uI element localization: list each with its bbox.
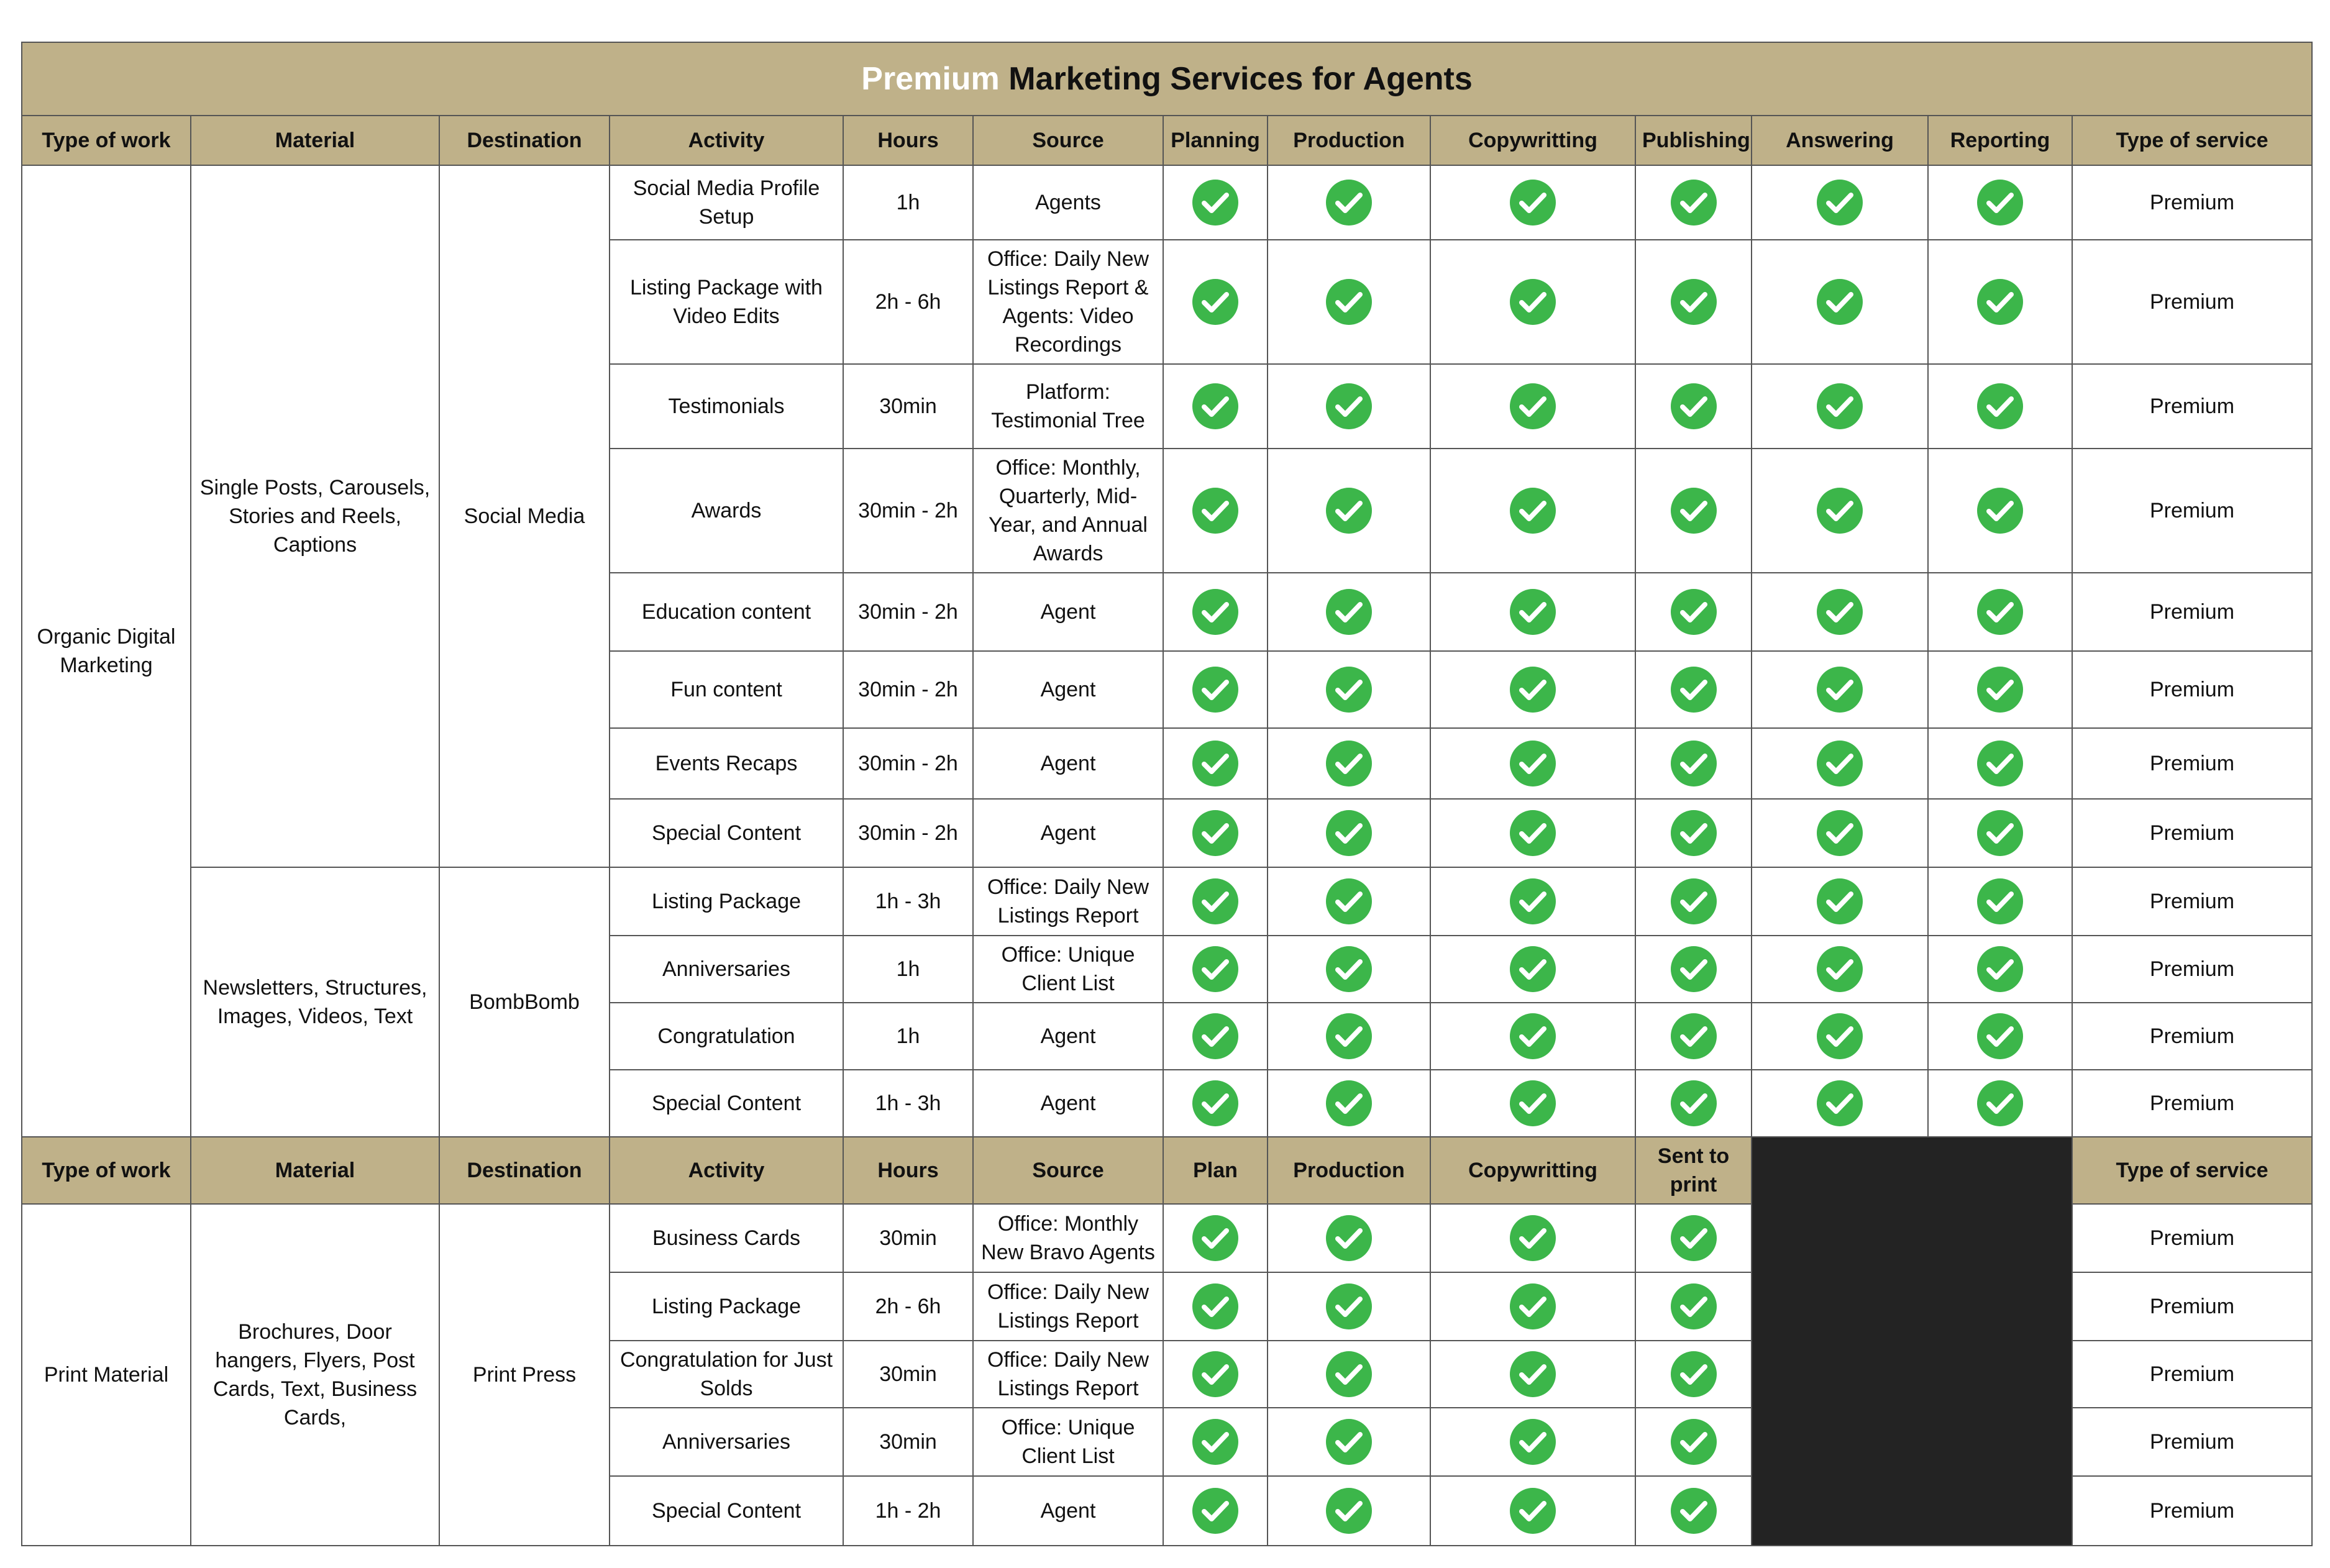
- check-icon: [1509, 1487, 1556, 1534]
- check-icon: [1509, 179, 1556, 226]
- check-icon: [1509, 946, 1556, 993]
- check-cell: [1268, 449, 1430, 573]
- check-icon: [1192, 1215, 1239, 1262]
- check-cell: [1268, 1408, 1430, 1476]
- check-icon: [1976, 809, 2024, 857]
- title-rest: Marketing Services for Agents: [999, 61, 1473, 97]
- check-icon: [1509, 809, 1556, 857]
- check-icon: [1670, 179, 1717, 226]
- hours-cell: 1h - 3h: [843, 1070, 973, 1137]
- activity-cell: Events Recaps: [610, 728, 843, 799]
- column-header: Reporting: [1928, 116, 2072, 165]
- source-cell: Agent: [973, 728, 1163, 799]
- check-cell: [1163, 799, 1268, 867]
- check-icon: [1670, 1351, 1717, 1398]
- hours-cell: 30min: [843, 1341, 973, 1408]
- activity-cell: Special Content: [610, 799, 843, 867]
- check-icon: [1670, 740, 1717, 787]
- page-title: [22, 42, 2312, 116]
- check-icon: [1670, 946, 1717, 993]
- column-header: Answering: [1752, 116, 1928, 165]
- check-cell: [1163, 573, 1268, 651]
- check-icon: [1670, 383, 1717, 430]
- check-cell: [1928, 799, 2072, 867]
- check-icon: [1670, 1013, 1717, 1060]
- check-cell: [1163, 1204, 1268, 1272]
- service-type-cell: Premium: [2072, 165, 2312, 240]
- check-icon: [1976, 383, 2024, 430]
- check-cell: [1635, 1341, 1752, 1408]
- check-cell: [1635, 1003, 1752, 1070]
- check-cell: [1163, 1476, 1268, 1546]
- column-header: Activity: [610, 1137, 843, 1204]
- check-cell: [1163, 867, 1268, 936]
- check-icon: [1670, 1487, 1717, 1534]
- check-icon: [1325, 278, 1373, 326]
- check-icon: [1325, 740, 1373, 787]
- check-cell: [1752, 240, 1928, 364]
- check-cell: [1268, 1204, 1430, 1272]
- destination-cell: BombBomb: [439, 867, 610, 1137]
- check-icon: [1325, 1487, 1373, 1534]
- service-type-cell: Premium: [2072, 364, 2312, 449]
- check-icon: [1509, 666, 1556, 713]
- check-cell: [1163, 1272, 1268, 1341]
- check-icon: [1670, 1418, 1717, 1465]
- activity-cell: Awards: [610, 449, 843, 573]
- check-cell: [1268, 1341, 1430, 1408]
- check-cell: [1928, 240, 2072, 364]
- activity-cell: Congratulation for Just Solds: [610, 1341, 843, 1408]
- check-icon: [1192, 878, 1239, 925]
- check-cell: [1928, 651, 2072, 728]
- check-icon: [1509, 278, 1556, 326]
- check-icon: [1976, 588, 2024, 636]
- activity-cell: Fun content: [610, 651, 843, 728]
- check-icon: [1816, 878, 1863, 925]
- check-cell: [1430, 1272, 1635, 1341]
- check-cell: [1268, 573, 1430, 651]
- column-header: Copywritting: [1430, 116, 1635, 165]
- hours-cell: 30min - 2h: [843, 573, 973, 651]
- activity-cell: Education content: [610, 573, 843, 651]
- column-header: Material: [191, 1137, 439, 1204]
- check-icon: [1670, 1080, 1717, 1127]
- service-type-cell: Premium: [2072, 867, 2312, 936]
- check-cell: [1752, 867, 1928, 936]
- service-type-cell: Premium: [2072, 1204, 2312, 1272]
- check-icon: [1816, 179, 1863, 226]
- check-icon: [1192, 740, 1239, 787]
- table-row: [22, 165, 2312, 240]
- material-cell: Newsletters, Structures, Images, Videos, Text: [191, 867, 439, 1137]
- check-icon: [1816, 1013, 1863, 1060]
- check-icon: [1670, 1283, 1717, 1330]
- source-cell: Office: Monthly, Quarterly, Mid-Year, and Annual Awards: [973, 449, 1163, 573]
- service-type-cell: Premium: [2072, 240, 2312, 364]
- check-cell: [1163, 1003, 1268, 1070]
- check-cell: [1430, 573, 1635, 651]
- check-cell: [1268, 165, 1430, 240]
- service-type-cell: Premium: [2072, 1408, 2312, 1476]
- service-type-cell: Premium: [2072, 1341, 2312, 1408]
- check-icon: [1192, 383, 1239, 430]
- check-icon: [1670, 878, 1717, 925]
- destination-cell: Social Media: [439, 165, 610, 867]
- hours-cell: 1h - 3h: [843, 867, 973, 936]
- column-header: Destination: [439, 116, 610, 165]
- service-type-cell: Premium: [2072, 936, 2312, 1003]
- column-header: Publishing: [1635, 116, 1752, 165]
- column-header: Copywritting: [1430, 1137, 1635, 1204]
- source-cell: Agents: [973, 165, 1163, 240]
- check-icon: [1509, 1283, 1556, 1330]
- check-cell: [1268, 728, 1430, 799]
- check-cell: [1635, 1272, 1752, 1341]
- check-cell: [1430, 364, 1635, 449]
- check-cell: [1163, 1070, 1268, 1137]
- check-cell: [1430, 1070, 1635, 1137]
- check-cell: [1752, 165, 1928, 240]
- column-header: Type of work: [22, 1137, 191, 1204]
- activity-cell: Special Content: [610, 1476, 843, 1546]
- service-type-cell: Premium: [2072, 573, 2312, 651]
- dark-block: [1752, 1137, 2072, 1546]
- check-icon: [1509, 1418, 1556, 1465]
- check-cell: [1928, 1070, 2072, 1137]
- check-cell: [1752, 1003, 1928, 1070]
- check-icon: [1509, 1013, 1556, 1060]
- check-cell: [1752, 1070, 1928, 1137]
- check-icon: [1325, 1351, 1373, 1398]
- check-cell: [1430, 1204, 1635, 1272]
- column-header: Type of work: [22, 116, 191, 165]
- check-icon: [1192, 666, 1239, 713]
- check-icon: [1670, 1215, 1717, 1262]
- check-icon: [1816, 740, 1863, 787]
- source-cell: Office: Unique Client List: [973, 1408, 1163, 1476]
- column-header: Material: [191, 116, 439, 165]
- check-cell: [1928, 573, 2072, 651]
- activity-cell: Anniversaries: [610, 1408, 843, 1476]
- check-cell: [1430, 936, 1635, 1003]
- service-type-cell: Premium: [2072, 449, 2312, 573]
- service-type-cell: Premium: [2072, 1070, 2312, 1137]
- check-cell: [1268, 1272, 1430, 1341]
- service-type-cell: Premium: [2072, 799, 2312, 867]
- column-header: Destination: [439, 1137, 610, 1204]
- check-icon: [1192, 278, 1239, 326]
- check-cell: [1268, 240, 1430, 364]
- title-accent: Premium: [861, 61, 1000, 97]
- check-cell: [1430, 799, 1635, 867]
- check-cell: [1928, 867, 2072, 936]
- check-icon: [1325, 878, 1373, 925]
- hours-cell: 2h - 6h: [843, 1272, 973, 1341]
- check-cell: [1430, 1408, 1635, 1476]
- hours-cell: 1h - 2h: [843, 1476, 973, 1546]
- check-cell: [1635, 1476, 1752, 1546]
- check-cell: [1163, 1341, 1268, 1408]
- check-cell: [1163, 165, 1268, 240]
- check-cell: [1268, 1476, 1430, 1546]
- activity-cell: Business Cards: [610, 1204, 843, 1272]
- check-icon: [1509, 1351, 1556, 1398]
- check-cell: [1268, 799, 1430, 867]
- check-cell: [1430, 1476, 1635, 1546]
- check-cell: [1163, 728, 1268, 799]
- activity-cell: Special Content: [610, 1070, 843, 1137]
- header-row-digital: [22, 116, 2312, 165]
- check-icon: [1325, 179, 1373, 226]
- column-header: Plan: [1163, 1137, 1268, 1204]
- check-cell: [1928, 936, 2072, 1003]
- check-icon: [1816, 809, 1863, 857]
- check-cell: [1430, 651, 1635, 728]
- source-cell: Office: Daily New Listings Report: [973, 1341, 1163, 1408]
- activity-cell: Social Media Profile Setup: [610, 165, 843, 240]
- hours-cell: 2h - 6h: [843, 240, 973, 364]
- column-header: Production: [1268, 1137, 1430, 1204]
- activity-cell: Congratulation: [610, 1003, 843, 1070]
- check-icon: [1509, 383, 1556, 430]
- title-row: [22, 42, 2312, 116]
- check-icon: [1976, 666, 2024, 713]
- column-header: Production: [1268, 116, 1430, 165]
- check-cell: [1430, 728, 1635, 799]
- check-cell: [1752, 799, 1928, 867]
- check-cell: [1163, 364, 1268, 449]
- check-cell: [1635, 165, 1752, 240]
- column-header: Type of service: [2072, 1137, 2312, 1204]
- check-icon: [1816, 666, 1863, 713]
- check-cell: [1635, 1408, 1752, 1476]
- check-icon: [1670, 278, 1717, 326]
- table-row: [22, 867, 2312, 936]
- service-type-cell: Premium: [2072, 1003, 2312, 1070]
- check-icon: [1325, 1080, 1373, 1127]
- check-icon: [1670, 809, 1717, 857]
- check-cell: [1635, 1070, 1752, 1137]
- check-icon: [1325, 809, 1373, 857]
- check-icon: [1192, 1418, 1239, 1465]
- source-cell: Office: Daily New Listings Report: [973, 1272, 1163, 1341]
- check-icon: [1670, 588, 1717, 636]
- check-icon: [1192, 1351, 1239, 1398]
- column-header: Source: [973, 116, 1163, 165]
- activity-cell: Listing Package with Video Edits: [610, 240, 843, 364]
- check-cell: [1268, 364, 1430, 449]
- check-icon: [1509, 1215, 1556, 1262]
- check-icon: [1816, 487, 1863, 534]
- check-icon: [1816, 588, 1863, 636]
- hours-cell: 30min - 2h: [843, 449, 973, 573]
- source-cell: Agent: [973, 1003, 1163, 1070]
- check-icon: [1192, 179, 1239, 226]
- hours-cell: 30min: [843, 364, 973, 449]
- check-cell: [1928, 728, 2072, 799]
- check-icon: [1192, 588, 1239, 636]
- check-cell: [1752, 573, 1928, 651]
- check-icon: [1192, 1283, 1239, 1330]
- source-cell: Office: Monthly New Bravo Agents: [973, 1204, 1163, 1272]
- destination-cell: Print Press: [439, 1204, 610, 1546]
- check-cell: [1928, 364, 2072, 449]
- check-icon: [1976, 740, 2024, 787]
- source-cell: Office: Unique Client List: [973, 936, 1163, 1003]
- check-cell: [1430, 867, 1635, 936]
- check-cell: [1635, 573, 1752, 651]
- check-cell: [1268, 1003, 1430, 1070]
- check-icon: [1976, 179, 2024, 226]
- check-cell: [1635, 364, 1752, 449]
- check-icon: [1325, 1215, 1373, 1262]
- check-cell: [1163, 651, 1268, 728]
- source-cell: Office: Daily New Listings Report: [973, 867, 1163, 936]
- table-body: [22, 42, 2312, 1546]
- check-icon: [1976, 946, 2024, 993]
- check-icon: [1325, 1013, 1373, 1060]
- activity-cell: Anniversaries: [610, 936, 843, 1003]
- activity-cell: Listing Package: [610, 867, 843, 936]
- hours-cell: 1h: [843, 936, 973, 1003]
- source-cell: Agent: [973, 651, 1163, 728]
- check-cell: [1635, 936, 1752, 1003]
- check-cell: [1430, 1341, 1635, 1408]
- check-icon: [1816, 278, 1863, 326]
- check-cell: [1752, 651, 1928, 728]
- check-icon: [1325, 383, 1373, 430]
- check-cell: [1430, 165, 1635, 240]
- check-icon: [1325, 1283, 1373, 1330]
- check-icon: [1509, 588, 1556, 636]
- check-cell: [1635, 799, 1752, 867]
- check-icon: [1509, 878, 1556, 925]
- column-header: Activity: [610, 116, 843, 165]
- check-icon: [1192, 487, 1239, 534]
- check-icon: [1670, 666, 1717, 713]
- check-cell: [1430, 1003, 1635, 1070]
- check-cell: [1635, 240, 1752, 364]
- column-header: Type of service: [2072, 116, 2312, 165]
- hours-cell: 30min: [843, 1204, 973, 1272]
- source-cell: Office: Daily New Listings Report & Agents: Video Recordings: [973, 240, 1163, 364]
- service-type-cell: Premium: [2072, 728, 2312, 799]
- check-icon: [1976, 1013, 2024, 1060]
- check-icon: [1976, 487, 2024, 534]
- source-cell: Agent: [973, 1476, 1163, 1546]
- check-cell: [1635, 728, 1752, 799]
- check-icon: [1816, 946, 1863, 993]
- hours-cell: 30min - 2h: [843, 799, 973, 867]
- column-header: Hours: [843, 116, 973, 165]
- check-cell: [1268, 867, 1430, 936]
- hours-cell: 30min: [843, 1408, 973, 1476]
- check-cell: [1928, 165, 2072, 240]
- column-header: Hours: [843, 1137, 973, 1204]
- hours-cell: 1h: [843, 165, 973, 240]
- source-cell: Platform: Testimonial Tree: [973, 364, 1163, 449]
- check-icon: [1325, 487, 1373, 534]
- check-cell: [1752, 364, 1928, 449]
- hours-cell: 30min - 2h: [843, 651, 973, 728]
- material-cell: Single Posts, Carousels, Stories and Reels, Captions: [191, 165, 439, 867]
- service-type-cell: Premium: [2072, 651, 2312, 728]
- service-type-cell: Premium: [2072, 1476, 2312, 1546]
- activity-cell: Listing Package: [610, 1272, 843, 1341]
- check-cell: [1928, 1003, 2072, 1070]
- type-of-work-cell: Print Material: [22, 1204, 191, 1546]
- check-cell: [1430, 240, 1635, 364]
- check-cell: [1430, 449, 1635, 573]
- source-cell: Agent: [973, 573, 1163, 651]
- check-cell: [1635, 651, 1752, 728]
- check-icon: [1816, 1080, 1863, 1127]
- header-row-print: [22, 1137, 2312, 1204]
- services-table: [21, 42, 2313, 1546]
- check-icon: [1509, 740, 1556, 787]
- check-icon: [1976, 1080, 2024, 1127]
- check-icon: [1192, 1080, 1239, 1127]
- check-cell: [1163, 240, 1268, 364]
- check-cell: [1752, 449, 1928, 573]
- hours-cell: 1h: [843, 1003, 973, 1070]
- check-cell: [1752, 936, 1928, 1003]
- check-icon: [1816, 383, 1863, 430]
- service-type-cell: Premium: [2072, 1272, 2312, 1341]
- check-cell: [1268, 936, 1430, 1003]
- column-header: Planning: [1163, 116, 1268, 165]
- check-cell: [1752, 728, 1928, 799]
- check-cell: [1928, 449, 2072, 573]
- source-cell: Agent: [973, 799, 1163, 867]
- material-cell: Brochures, Door hangers, Flyers, Post Cards, Text, Business Cards,: [191, 1204, 439, 1546]
- type-of-work-cell: Organic Digital Marketing: [22, 165, 191, 1137]
- check-icon: [1192, 1013, 1239, 1060]
- check-cell: [1163, 1408, 1268, 1476]
- check-cell: [1163, 449, 1268, 573]
- source-cell: Agent: [973, 1070, 1163, 1137]
- hours-cell: 30min - 2h: [843, 728, 973, 799]
- check-icon: [1192, 809, 1239, 857]
- check-icon: [1325, 1418, 1373, 1465]
- check-icon: [1325, 588, 1373, 636]
- activity-cell: Testimonials: [610, 364, 843, 449]
- check-cell: [1163, 936, 1268, 1003]
- check-cell: [1635, 449, 1752, 573]
- check-icon: [1670, 487, 1717, 534]
- check-cell: [1635, 1204, 1752, 1272]
- check-cell: [1635, 867, 1752, 936]
- column-header: Sent to print: [1635, 1137, 1752, 1204]
- check-icon: [1976, 878, 2024, 925]
- check-icon: [1192, 946, 1239, 993]
- check-icon: [1976, 278, 2024, 326]
- check-icon: [1325, 666, 1373, 713]
- check-cell: [1268, 651, 1430, 728]
- services-sheet: [21, 42, 2311, 1546]
- check-cell: [1268, 1070, 1430, 1137]
- column-header: Source: [973, 1137, 1163, 1204]
- check-icon: [1325, 946, 1373, 993]
- check-icon: [1509, 1080, 1556, 1127]
- check-icon: [1509, 487, 1556, 534]
- check-icon: [1192, 1487, 1239, 1534]
